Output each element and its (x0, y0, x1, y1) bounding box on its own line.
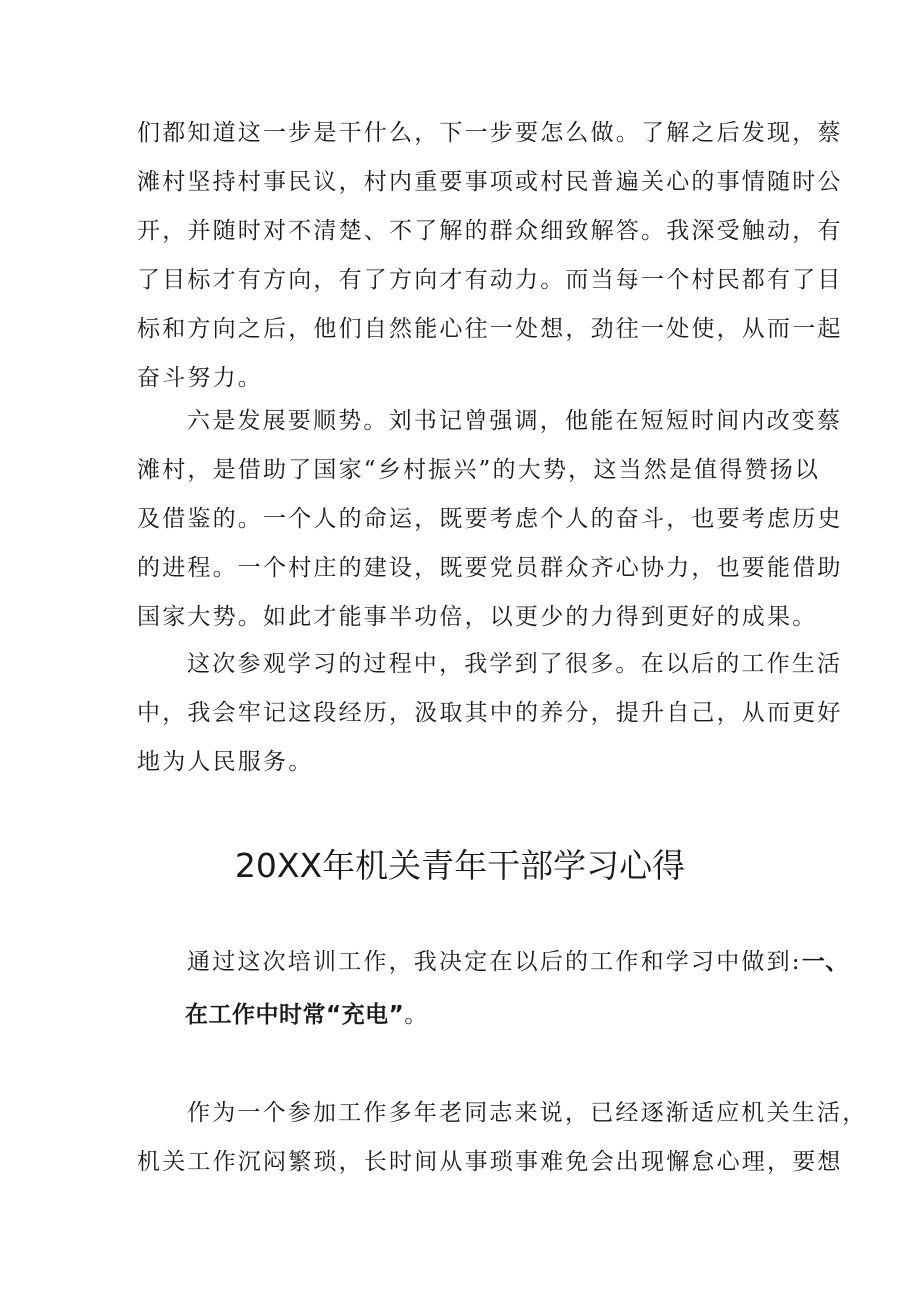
heading-period: 。 (404, 1002, 430, 1028)
text-line: 开，并随时对不清楚、不了解的群众细致解答。我深受触动，有 (137, 218, 843, 244)
text-line (137, 936, 849, 989)
text-line: 这次参观学习的过程中，我学到了很多。在以后的工作生活 (187, 651, 843, 677)
text-line: 地为人民服务。 (137, 749, 314, 775)
text-line: 及借鉴的。一个人的命运，既要考虑个人的奋斗，也要考虑历史 (137, 506, 843, 532)
text-line: 了目标才有方向，有了方向才有动力。而当每一个村民都有了目 (137, 267, 843, 293)
section-number: 一、 (801, 949, 849, 975)
text-line (137, 989, 797, 1042)
text-line: 们都知道这一步是干什么，下一步要怎么做。了解之后发现，蔡 (137, 120, 843, 146)
text-line: 中，我会牢记这段经历，汲取其中的养分，提升自己，从而更好 (137, 700, 843, 726)
section-heading: 在工作中时常“充电” (185, 1002, 405, 1028)
text-line: 标和方向之后，他们自然能心往一处想，劲往一处使，从而一起 (137, 316, 843, 342)
paragraph-development-trend (137, 397, 843, 642)
document-title: 20XX年机关青年干部学习心得 (234, 846, 686, 885)
paragraph-conclusion (137, 640, 843, 787)
intro-text: 通过这次培训工作，我决定在以后的工作和学习中做到: (187, 949, 802, 975)
text-line: 的进程。一个村庄的建设，既要党员群众齐心协力，也要能借助 (137, 555, 843, 581)
text-line: 作为一个参加工作多年老同志来说，已经逐渐适应机关生活， (187, 1100, 868, 1126)
text-line: 滩村坚持村事民议，村内重要事项或村民普遍关心的事情随时公 (137, 169, 843, 195)
paragraph-veteran-worker (137, 1089, 868, 1187)
text-line: 六是发展要顺势。刘书记曾强调，他能在短短时间内改变蔡 (187, 408, 843, 434)
text-line: 滩村，是借助了国家“乡村振兴”的大势，这当然是值得赞扬以 (137, 457, 821, 483)
paragraph-village-affairs (137, 109, 843, 403)
text-line: 奋斗努力。 (137, 365, 263, 391)
text-line: 国家大势。如此才能事半功倍，以更少的力得到更好的成果。 (137, 604, 818, 630)
paragraph-training-intro (137, 936, 849, 1042)
text-line: 机关工作沉闷繁琐，长时间从事琐事难免会出现懈怠心理，要想 (137, 1149, 843, 1175)
